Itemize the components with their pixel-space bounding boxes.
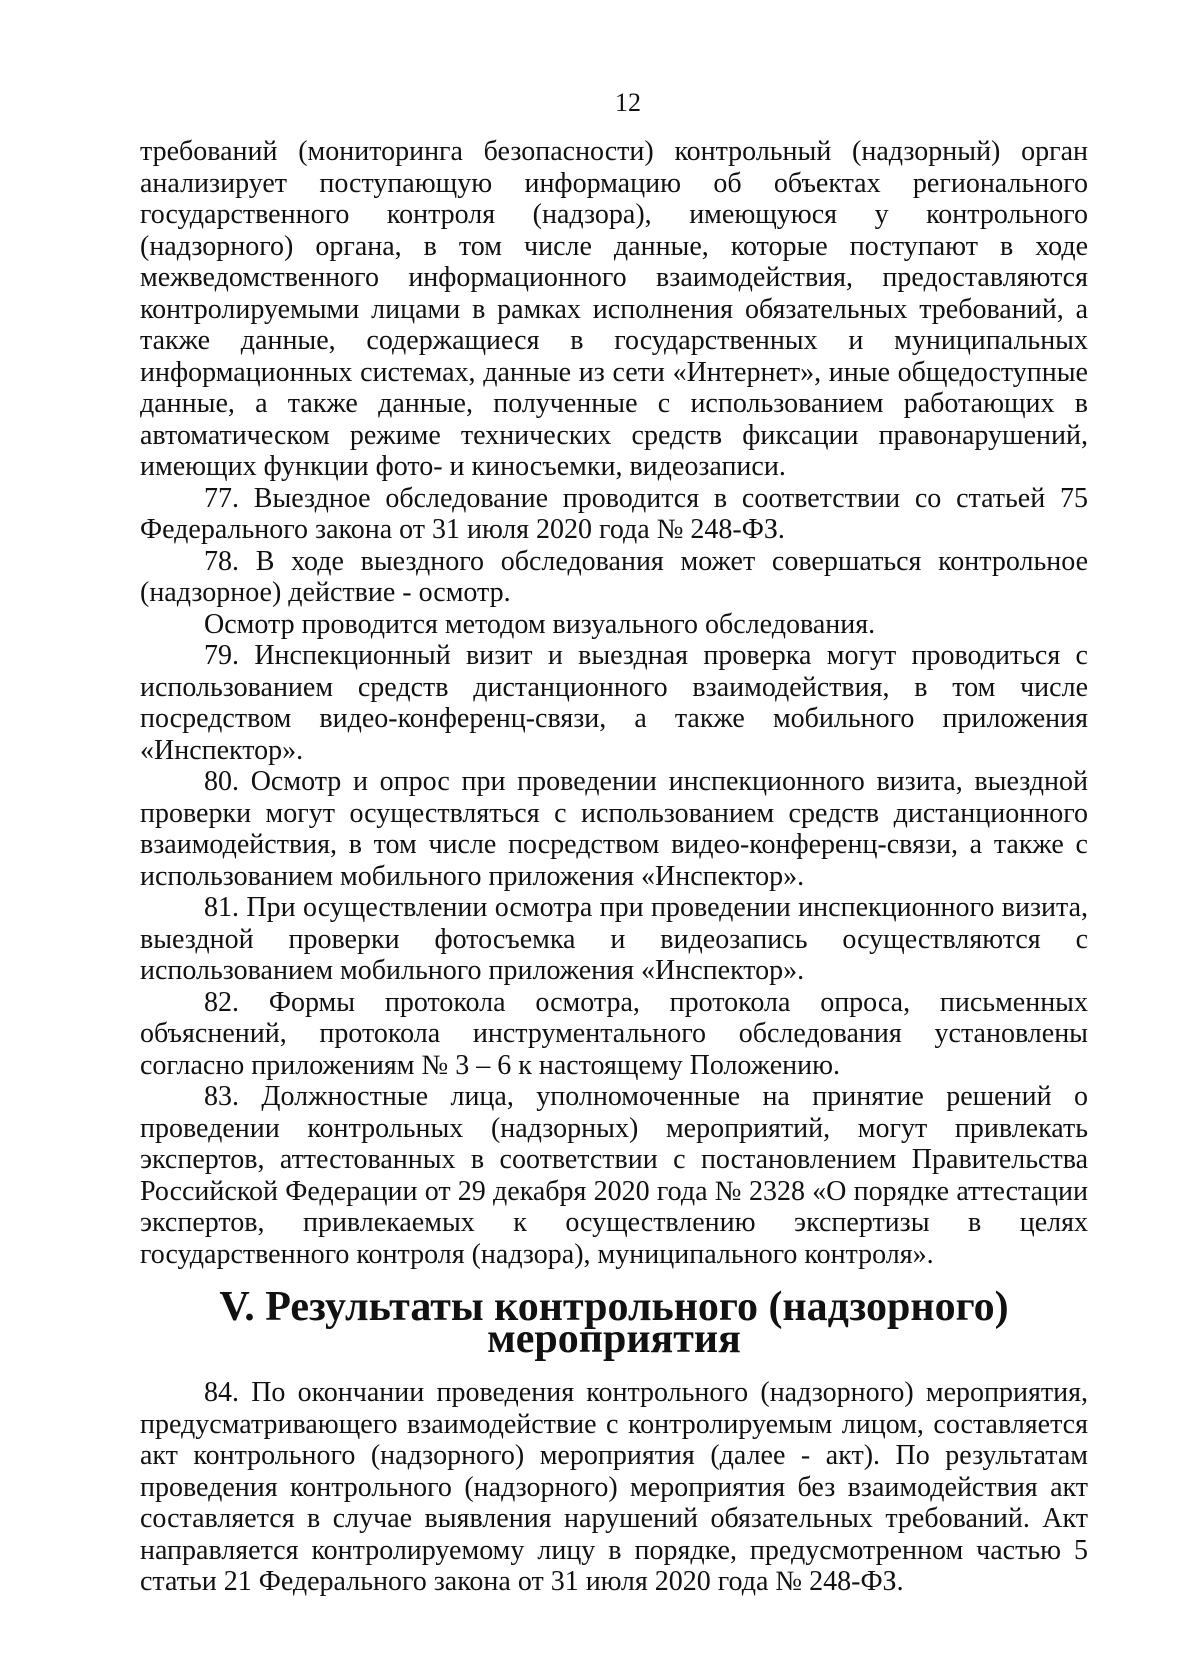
paragraph-78: 78. В ходе выездного обследования может совершаться контрольное (надзорное) действие - осмотр. [140,545,1088,608]
paragraph-80: 80. Осмотр и опрос при проведении инспекционного визита, выездной проверки могут осуществляться с использованием средств дистанционного взаимодействия, в том числе посредством видео-конференц-связи, а также с использованием мобильного приложения «Инспектор». [140,766,1088,892]
document-body [140,136,1088,1598]
paragraph-inspection-method: Осмотр проводится методом визуального обследования. [204,608,876,640]
paragraph-monitoring-continuation: требований (мониторинга безопасности) контрольный (надзорный) орган анализирует поступающую информацию об объектах регионального государственного контроля (надзора), имеющуюся у контрольного (надзорного) органа, в том числе данные, которые поступают в ходе межведомственного информационного взаимодействия, предоставляются контролируемыми лицами в рамках исполнения обязательных требований, а также данные, содержащиеся в государственных и муниципальных информационных системах, данные из сети «Интернет», иные общедоступные данные, а также данные, полученные с использованием работающих в автоматическом режиме технических средств фиксации правонарушений, имеющих функции фото- и киносъемки, видеозаписи. [140,136,1088,482]
paragraph-79: 79. Инспекционный визит и выездная проверка могут проводиться с использованием средств дистанционного взаимодействия, в том числе посредством видео-конференц-связи, а также мобильного приложения «Инспектор». [140,640,1088,766]
paragraph-83: 83. Должностные лица, уполномоченные на принятие решений о проведении контрольных (надзорных) мероприятий, могут привлекать экспертов, аттестованных в соответствии с постановлением Правительства Российской Федерации от 29 декабря 2020 года № 2328 «О порядке аттестации экспертов, привлекаемых к осуществлению экспертизы в целях государственного контроля (надзора), муниципального контроля». [140,1081,1088,1270]
page-number: 12 [615,88,641,117]
paragraph-77: 77. Выездное обследование проводится в соответствии со статьей 75 Федерального закона от 31 июля 2020 года № 248-ФЗ. [140,482,1088,545]
paragraph-82: 82. Формы протокола осмотра, протокола опроса, письменных объяснений, протокола инструментального обследования установлены согласно приложениям № 3 – 6 к настоящему Положению. [140,986,1088,1081]
paragraph-84: 84. По окончании проведения контрольного (надзорного) мероприятия, предусматривающего взаимодействие с контролируемым лицом, составляется акт контрольного (надзорного) мероприятия (далее - акт). По результатам проведения контрольного (надзорного) мероприятия без взаимодействия акт составляется в случае выявления нарушений обязательных требований. Акт направляется контролируемому лицу в порядке, предусмотренном частью 5 статьи 21 Федерального закона от 31 июля 2020 года № 248-ФЗ. [140,1377,1088,1597]
section-heading: V. Результаты контрольного (надзорного) мероприятия [219,1284,1009,1362]
paragraph-81: 81. При осуществлении осмотра при проведении инспекционного визита, выездной проверки фотосъемка и видеозапись осуществляются с использованием мобильного приложения «Инспектор». [140,892,1088,986]
